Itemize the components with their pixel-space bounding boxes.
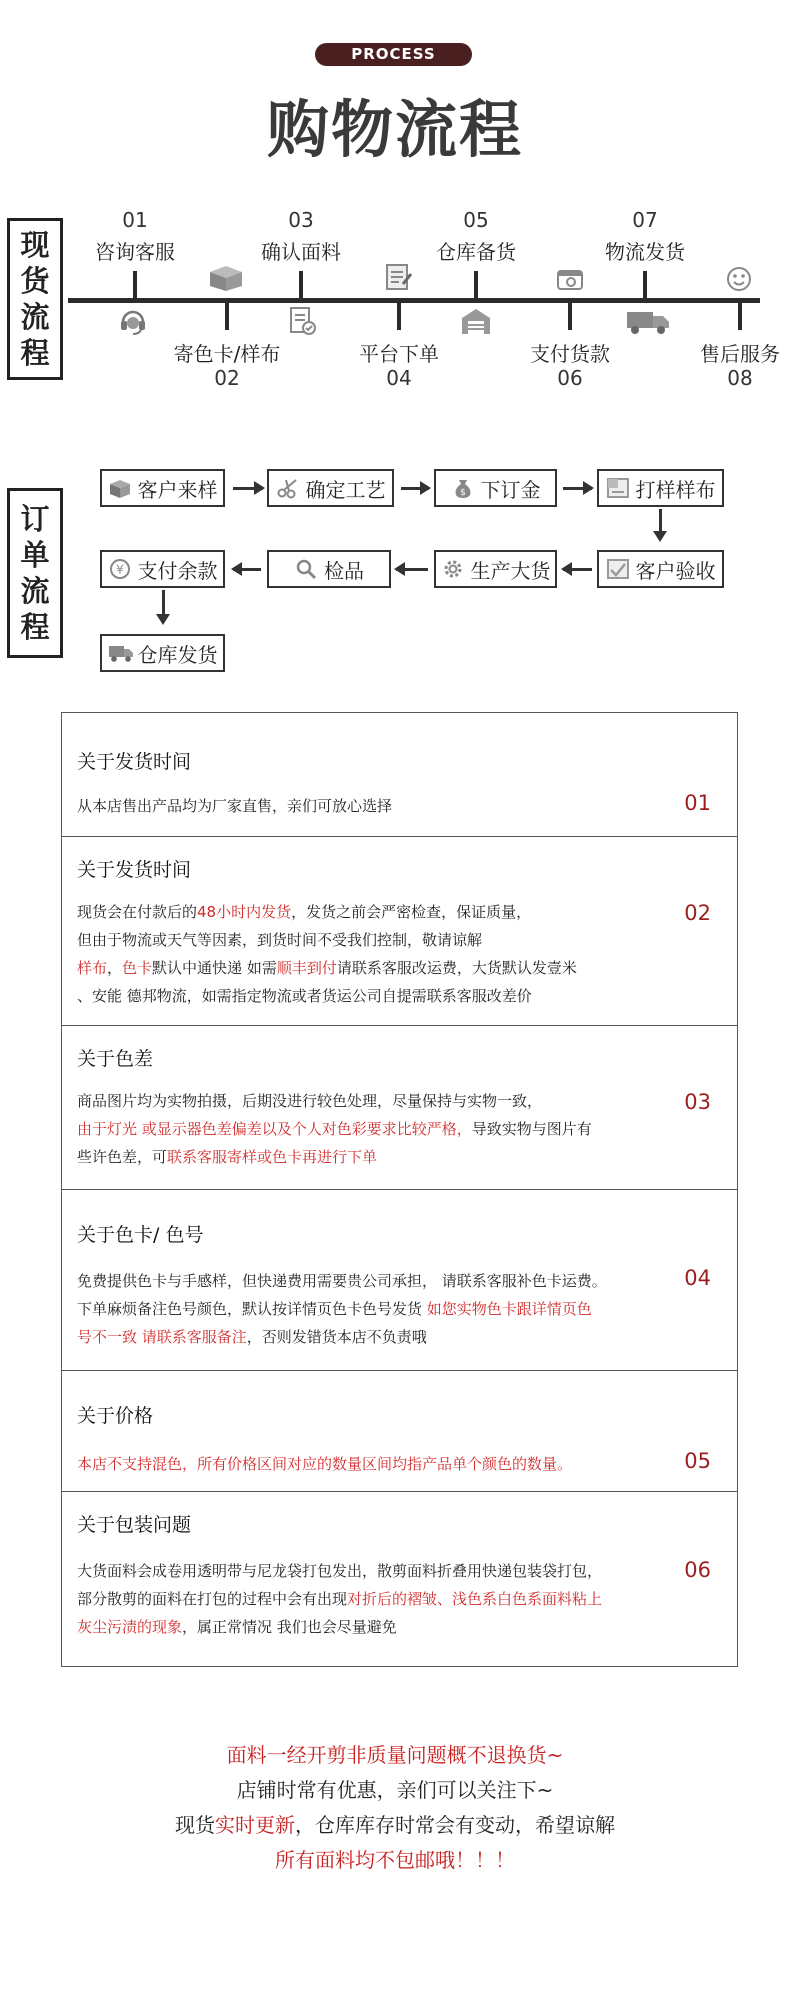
order-step-label: 仓库发货 (137, 642, 218, 667)
label-char: 订 (20, 502, 50, 536)
order-step-label: 客户验收 (635, 558, 716, 583)
notice-text: 导致实物与图片有 (471, 1120, 592, 1138)
notice-text: 、安能 德邦物流，如需指定物流或者货运公司自提需联系客服改差价 (77, 987, 532, 1005)
notice-text: 请联系客服改运费，大货默认发壹米 (336, 959, 577, 977)
notice-highlight: 如您实物色卡跟详情页色 (426, 1300, 592, 1318)
step-label: 仓库备货 (436, 240, 516, 264)
step-label: 咨询客服 (95, 240, 175, 264)
flow-arrow (396, 568, 428, 571)
timeline-line (68, 298, 760, 303)
order-step-final-payment (100, 550, 225, 588)
order-step-deposit (434, 469, 557, 507)
notice-number: 02 (684, 901, 711, 925)
svg-text:$: $ (459, 488, 466, 498)
notice-highlight: 顺丰到付 (276, 959, 337, 977)
notice-title: 关于价格 (77, 1405, 154, 1427)
notice-title: 关于色差 (77, 1048, 154, 1070)
footer-text: ，仓库库存时常会有变动，希望谅解 (295, 1813, 615, 1837)
footer-highlight: 实时更新 (215, 1813, 295, 1837)
order-step-label: 确定工艺 (305, 477, 386, 502)
notice-item (62, 1026, 737, 1190)
timeline-tick (397, 302, 401, 330)
sample-icon (606, 477, 630, 499)
notice-highlight: 48小时内发货 (197, 903, 292, 921)
step-number: 01 (122, 208, 148, 232)
process-badge: PROCESS (315, 43, 472, 66)
notice-body (77, 1557, 637, 1641)
label-char: 程 (20, 336, 50, 370)
flow-arrow (233, 568, 261, 571)
step-number: 05 (463, 208, 489, 232)
svg-text:¥: ¥ (115, 562, 124, 577)
notice-text: 大货面料会成卷用透明带与尼龙袋打包发出，散剪面料折叠用快递包装袋打包， (77, 1562, 603, 1580)
truck-icon (108, 642, 132, 664)
notice-body (77, 1267, 637, 1351)
notice-text: 默认中通快递 如需 (152, 959, 277, 977)
form-icon (383, 262, 415, 290)
order-step-label: 支付余款 (137, 558, 218, 583)
notice-text: ， (107, 959, 123, 977)
notice-item (62, 1371, 737, 1492)
step-number: 08 (727, 366, 753, 390)
step-number: 04 (386, 366, 412, 390)
footer-notes (0, 1738, 790, 1878)
notice-highlight: 样布 (77, 959, 108, 977)
flow-arrow (659, 509, 662, 538)
timeline-tick (738, 302, 742, 330)
notice-title: 关于发货时间 (77, 751, 192, 773)
notice-highlight: 号不一致 请联系客服备注 (77, 1328, 247, 1346)
box-icon (206, 262, 238, 290)
order-step-label: 客户来样 (137, 477, 218, 502)
notice-text: 下单麻烦备注色号颜色，默认按详情页色卡色号发货 (77, 1300, 427, 1318)
footer-line: 所有面料均不包邮哦！！！ (275, 1848, 515, 1872)
notice-highlight: 由于灯光 或显示器色差偏差以及个人对色彩要求比较严格， (77, 1120, 472, 1138)
notice-body (77, 792, 637, 820)
notice-item (62, 1492, 737, 1666)
timeline-tick (474, 271, 478, 299)
step-label: 物流发货 (605, 240, 685, 264)
money-bag-icon (451, 477, 475, 499)
order-step-confirm-process (267, 469, 394, 507)
notice-number: 05 (684, 1449, 711, 1473)
inspect-doc-icon (606, 558, 630, 580)
order-step-customer-acceptance (597, 550, 724, 588)
notice-highlight: 联系客服寄样或色卡再进行下单 (167, 1148, 378, 1166)
notice-text: 些许色差，可 (77, 1148, 168, 1166)
notice-item (62, 713, 737, 837)
order-step-customer-sample (100, 469, 225, 507)
notice-text: 但由于物流或天气等因素，到货时间不受我们控制，敬请谅解 (77, 931, 483, 949)
smile-icon (724, 264, 756, 292)
order-step-label: 检品 (324, 558, 364, 583)
order-step-sampling (597, 469, 724, 507)
notices-panel (61, 712, 738, 1667)
notice-text: ，发货之前会严密检查，保证质量， (291, 903, 532, 921)
footer-text: 现货 (175, 1813, 215, 1837)
notice-item (62, 1190, 737, 1371)
footer-line (0, 1808, 790, 1843)
notice-title: 关于色卡/ 色号 (77, 1224, 204, 1246)
notice-body (77, 1087, 637, 1171)
notice-number: 06 (684, 1558, 711, 1582)
notice-text: 免费提供色卡与手感样，但快递费用需要贵公司承担， 请联系客服补色卡运费。 (77, 1272, 607, 1290)
timeline-tick (299, 271, 303, 299)
label-char: 流 (20, 300, 50, 334)
step-label: 支付货款 (530, 342, 610, 366)
timeline-tick (225, 302, 229, 330)
scissors-icon (276, 477, 300, 499)
notice-item (62, 837, 737, 1026)
order-step-inspection (267, 550, 391, 588)
notice-text: 部分散剪的面料在打包的过程中会有出现 (77, 1590, 348, 1608)
footer-line: 店铺时常有优惠，亲们可以关注下~ (236, 1778, 554, 1802)
order-step-label: 打样样布 (635, 477, 716, 502)
flow-arrow (563, 568, 592, 571)
order-process-label (7, 488, 63, 658)
order-step-label: 下订金 (480, 477, 541, 502)
notice-text: 商品图片均为实物拍摄，后期没进行较色处理，尽量保持与实物一致， (77, 1092, 543, 1110)
label-char: 现 (20, 228, 50, 262)
timeline-tick (568, 302, 572, 330)
order-step-warehouse-shipping (100, 634, 225, 672)
notice-body (77, 1450, 637, 1478)
notice-title: 关于包装问题 (77, 1514, 192, 1536)
step-label: 售后服务 (700, 342, 780, 366)
truck-icon (625, 306, 671, 334)
notice-highlight: 色卡 (122, 959, 153, 977)
notice-text: 现货会在付款后的 (77, 903, 198, 921)
document-check-icon (287, 306, 319, 334)
notice-number: 03 (684, 1090, 711, 1114)
step-number: 03 (288, 208, 314, 232)
notice-body (77, 898, 637, 1010)
flow-arrow (233, 487, 263, 490)
step-label: 寄色卡/样布 (173, 342, 281, 366)
flow-arrow (401, 487, 429, 490)
label-char: 单 (20, 538, 50, 572)
yen-icon (108, 558, 132, 580)
notice-text: 从本店售出产品均为厂家直售，亲们可放心选择 (77, 797, 393, 815)
step-number: 06 (557, 366, 583, 390)
label-char: 货 (20, 264, 50, 298)
notice-number: 01 (684, 791, 711, 815)
step-number: 02 (214, 366, 240, 390)
gear-icon (441, 558, 465, 580)
notice-number: 04 (684, 1266, 711, 1290)
timeline-tick (643, 271, 647, 299)
label-char: 程 (20, 610, 50, 644)
footer-line: 面料一经开剪非质量问题概不退换货~ (226, 1743, 564, 1767)
order-step-mass-production (434, 550, 557, 588)
step-number: 07 (632, 208, 658, 232)
flow-arrow (162, 590, 165, 621)
warehouse-icon (460, 306, 492, 334)
step-label: 平台下单 (359, 342, 439, 366)
step-label: 确认面料 (261, 240, 341, 264)
headset-icon (117, 306, 149, 334)
notice-text: ，属正常情况 我们也会尽量避免 (182, 1618, 397, 1636)
page-title: 购物流程 (266, 93, 523, 166)
notice-highlight: 本店不支持混色，所有价格区间对应的数量区间均指产品单个颜色的数量。 (77, 1455, 573, 1473)
notice-text: ，否则发错货本店不负责哦 (246, 1328, 427, 1346)
order-step-label: 生产大货 (470, 558, 551, 583)
label-char: 流 (20, 574, 50, 608)
package-icon (108, 477, 132, 499)
notice-highlight: 灰尘污渍的现象 (77, 1618, 183, 1636)
flow-arrow (563, 487, 592, 490)
wallet-icon (555, 266, 587, 294)
magnifier-icon (294, 558, 318, 580)
notice-title: 关于发货时间 (77, 859, 192, 881)
timeline-tick (133, 271, 137, 299)
notice-highlight: 对折后的褶皱、浅色系白色系面料粘上 (347, 1590, 603, 1608)
